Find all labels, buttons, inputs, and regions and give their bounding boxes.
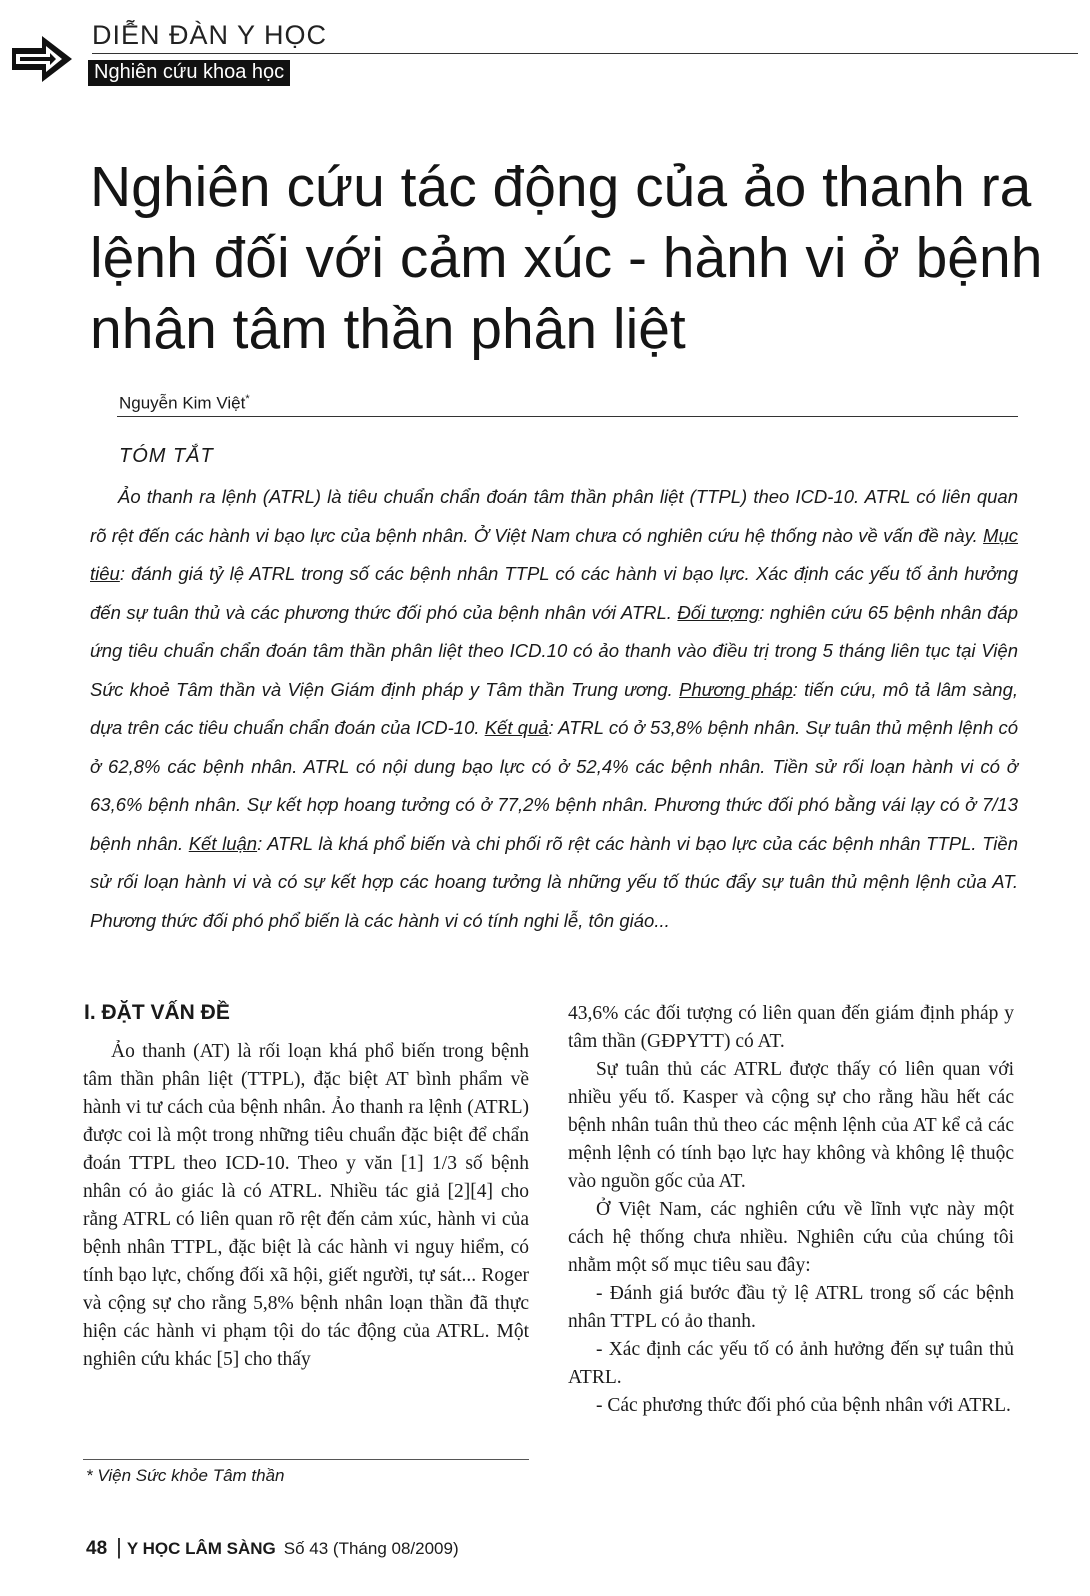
issue-info: Số 43 (Tháng 08/2009) xyxy=(283,1539,459,1558)
page-footer xyxy=(86,1534,459,1560)
arrow-icon xyxy=(12,34,74,84)
body-column-right xyxy=(568,1000,1014,1420)
subjects-text: : nghiên cứu 65 bệnh nhân đáp ứng tiêu chuẩn chẩn đoán tâm thần phân liệt theo ICD.10 có ảo thanh vào điều trị trong 5 tháng liên tục tại Viện Sức khoẻ Tâm thần và Viện Giám định pháp y Tâm thần Trung ương. xyxy=(90,601,1018,700)
author-divider xyxy=(117,416,1018,417)
results-label: Kết quả xyxy=(484,717,549,738)
abstract-body xyxy=(90,478,1018,940)
body-column-left xyxy=(83,1038,529,1374)
author-footnote-mark: * xyxy=(245,393,250,405)
abstract-heading: TÓM TẮT xyxy=(119,445,214,467)
section-header-title: DIỄN ĐÀN Y HỌC xyxy=(92,20,328,50)
results-text: : ATRL có ở 53,8% bệnh nhân. Sự tuân thủ mệnh lệnh có ở 62,8% các bệnh nhân. ATRL có nội dung bạo lực có ở 52,4% các bệnh nhân. Tiền sử rối loạn hành vi có ở 63,6% bệnh nhân. Sự kết hợp hoang tưởng có ở 77,2% bệnh nhân. Phương thức đối phó bằng vái lạy có ở 7/13 bệnh nhân. xyxy=(90,717,1018,854)
section-header-subtitle: Nghiên cứu khoa học xyxy=(88,60,290,86)
page-number: 48 xyxy=(86,1538,108,1559)
subjects-label: Đối tượng xyxy=(677,601,760,623)
objective-item: - Các phương thức đối phó của bệnh nhân với ATRL. xyxy=(596,1395,1011,1416)
conclusion-label: Kết luận xyxy=(188,832,258,854)
body-paragraph-continued: 43,6% các đối tượng có liên quan đến giám định pháp y tâm thần (GĐPYTT) có AT. xyxy=(568,1003,1014,1052)
body-paragraph: Ảo thanh (AT) là rối loạn khá phổ biến trong bệnh tâm thần phân liệt (TTPL), đặc biệt AT bình phẩm về hành vi tư cách của bệnh nhân. Ảo thanh ra lệnh (ATRL) được coi là một trong những tiêu chuẩn đặc biệt để chẩn đoán TTPL theo ICD-10. Theo y văn [1] 1/3 số bệnh nhân có ảo giác là có ATRL. Nhiều tác giả [2][4] cho rằng ATRL có liên quan rõ rệt đến cảm xúc, hành vi của bệnh nhân TTPL, đặc biệt là các hành vi nguy hiểm, có tính bạo lực, chống đối xã hội, giết người, tự sát... Roger và cộng sự cho rằng 5,8% bệnh nhân loạn thần đã thực hiện các hành vi phạm tội do tác động của ATRL. Một nghiên cứu khác [5] cho thấy xyxy=(83,1041,529,1370)
body-paragraph: Sự tuân thủ các ATRL được thấy có liên quan với nhiều yếu tố. Kasper và cộng sự cho rằng hầu hết các bệnh nhân tuân thủ theo các mệnh lệnh của AT kể cả các mệnh lệnh có tính bạo lực hay không và không lệ thuộc vào nguồn gốc của AT. xyxy=(568,1059,1014,1192)
methods-text: : tiến cứu, mô tả lâm sàng, dựa trên các tiêu chuẩn chẩn đoán của ICD-10. xyxy=(90,678,1018,738)
header-divider xyxy=(92,53,1078,54)
paper-title: Nghiên cứu tác động của ảo thanh ra lệnh đối với cảm xúc - hành vi ở bệnh nhân tâm thần phân liệt xyxy=(90,155,1043,361)
section-heading: I. ĐẶT VẤN ĐỀ xyxy=(84,1001,230,1024)
abstract-intro: Ảo thanh ra lệnh (ATRL) là tiêu chuẩn chẩn đoán tâm thần phân liệt (TTPL) theo ICD-10. ATRL có liên quan rõ rệt đến các hành vi bạo lực của bệnh nhân. Ở Việt Nam chưa có nghiên cứu hệ thống nào về vấn đề này. xyxy=(90,486,1018,546)
conclusion-text: : ATRL là khá phổ biến và chi phối rõ rệt các hành vi bạo lực của các bệnh nhân TTPL. Tiền sử rối loạn hành vi và có sự kết hợp các hoang tưởng là những yếu tố thúc đẩy sự tuân thủ mệnh lệnh của AT. Phương thức đối phó phổ biến là các hành vi có tính nghi lễ, tôn giáo... xyxy=(90,832,1018,931)
author-line xyxy=(119,393,250,414)
footer-separator: | xyxy=(116,1534,122,1559)
body-paragraph: Ở Việt Nam, các nghiên cứu về lĩnh vực này một cách hệ thống chưa nhiều. Nghiên cứu của chúng tôi nhằm một số mục tiêu sau đây: xyxy=(568,1199,1014,1276)
objective-item: - Đánh giá bước đầu tỷ lệ ATRL trong số các bệnh nhân TTPL có ảo thanh. xyxy=(568,1283,1014,1332)
journal-name: Y HỌC LÂM SÀNG xyxy=(126,1539,276,1558)
author-name: Nguyễn Kim Việt xyxy=(119,393,246,413)
footnote: * Viện Sức khỏe Tâm thần xyxy=(86,1466,285,1485)
objective-item: - Xác định các yếu tố có ảnh hưởng đến sự tuân thủ ATRL. xyxy=(568,1339,1014,1388)
objective-label: Mục tiêu xyxy=(90,524,1018,584)
objective-text: : đánh giá tỷ lệ ATRL trong số các bệnh nhân TTPL có các hành vi bạo lực. Xác định các yếu tố ảnh hưởng đến sự tuân thủ và các phương thức đối phó của bệnh nhân với ATRL. xyxy=(90,563,1018,623)
methods-label: Phương pháp xyxy=(679,678,793,700)
footnote-divider xyxy=(83,1459,529,1460)
